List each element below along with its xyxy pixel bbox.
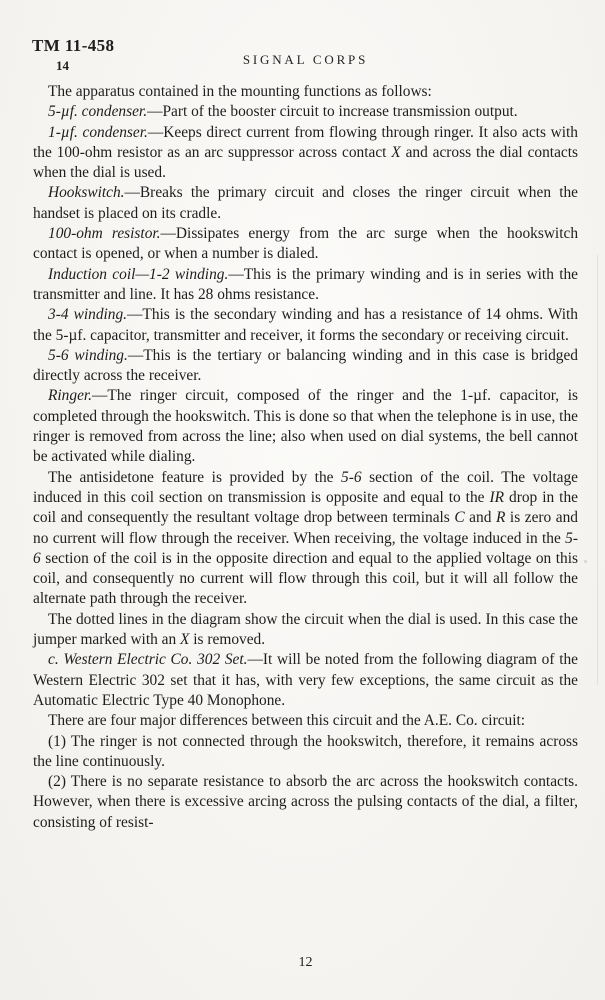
italic-text-segment: 100-ohm resistor. xyxy=(48,225,161,243)
text-segment: The antisidetone feature is provided by the xyxy=(48,468,342,486)
text-segment: section of the coil is in the opposite direction and equal to the applied voltage on this coil, and consequently no current will flow through this coil, but it will all follow the alternate path through the receiver. xyxy=(33,549,578,608)
text-segment: The dotted lines in the diagram show the circuit when the dial is used. In this case the jumper marked with an xyxy=(33,610,578,649)
paragraph xyxy=(33,386,578,467)
text-segment: —This is the tertiary or balancing winding and in this case is bridged directly across the receiver. xyxy=(33,346,579,385)
text-segment: drop in the coil and consequently the resultant voltage drop between terminals xyxy=(33,488,578,527)
paragraph xyxy=(33,265,578,306)
italic-text-segment: c. Western Electric Co. 302 Set. xyxy=(48,651,248,669)
paragraph xyxy=(33,102,578,122)
text-segment: —This is the primary winding and is in series with the transmitter and line. It has 28 ohms resistance. xyxy=(33,265,579,303)
text-segment: —It will be noted from the following diagram of the Western Electric 302 set that it has, with very few exceptions, the same circuit as the Automatic Electric Type 40 Monophone. xyxy=(33,651,578,709)
scan-smudge-artifact xyxy=(584,560,587,563)
text-segment: is zero and no current will flow through the receiver. When receiving, the voltage induced in the xyxy=(33,509,579,547)
paragraph xyxy=(33,82,578,102)
text-segment: The apparatus contained in the mounting functions as follows: xyxy=(48,83,432,100)
paragraph xyxy=(33,711,578,731)
paragraph xyxy=(33,610,578,651)
manual-number: TM 11-458 xyxy=(32,36,115,55)
paragraph xyxy=(33,650,578,711)
italic-text-segment: Induction coil—1-2 winding. xyxy=(48,265,229,283)
italic-text-segment: R xyxy=(495,509,506,527)
italic-text-segment: 5-6 xyxy=(33,529,578,567)
page-number: 12 xyxy=(298,955,313,970)
paragraph xyxy=(33,732,578,773)
text-segment: There are four major differences between this circuit and the A.E. Co. circuit: xyxy=(48,712,526,730)
paragraph xyxy=(33,123,578,184)
body-text xyxy=(33,82,578,833)
text-segment: —Dissipates energy from the arc surge when the hookswitch contact is opened, or when a number is dialed. xyxy=(33,225,579,263)
italic-text-segment: X xyxy=(391,143,401,161)
text-segment: —Keeps direct current from flowing through ringer. It also acts with the 100-ohm resistor as an arc suppressor across contact xyxy=(33,123,578,161)
paragraph xyxy=(33,346,578,387)
text-segment: —Breaks the primary circuit and closes the ringer circuit when the handset is placed on its cradle. xyxy=(33,184,578,222)
running-head: SIGNAL CORPS xyxy=(242,52,369,67)
italic-text-segment: Hookswitch. xyxy=(48,184,125,202)
text-segment: and across the dial contacts when the dial is used. xyxy=(33,143,578,182)
italic-text-segment: C xyxy=(454,509,465,527)
italic-text-segment: 3-4 winding. xyxy=(48,306,128,324)
text-segment: is removed. xyxy=(189,631,266,649)
italic-text-segment: Ringer. xyxy=(48,387,93,405)
paragraph xyxy=(33,224,578,265)
italic-text-segment: 5-µf. condenser. xyxy=(48,103,148,121)
italic-text-segment: IR xyxy=(489,488,505,506)
paragraph xyxy=(33,183,578,224)
italic-text-segment: 5-6 xyxy=(341,468,362,486)
text-segment: —The ringer circuit, composed of the ringer and the 1-µf. capacitor, is completed through the hookswitch. This is done so that when the telephone is in use, the ringer is removed from across the line; also when used on dial systems, the bell cannot be activated while dialing. xyxy=(33,387,578,466)
paragraph xyxy=(33,468,578,610)
text-segment: —Part of the booster circuit to increase transmission output. xyxy=(147,103,518,121)
italic-text-segment: 1-µf. condenser. xyxy=(48,123,148,141)
text-segment: section of the coil. The voltage induced in this coil section on transmission is opposite and equal to the xyxy=(33,468,578,506)
text-segment: —This is the secondary winding and has a resistance of 14 ohms. With the 5-µf. capacitor, transmitter and receiver, it forms the secondary or receiving circuit. xyxy=(33,306,578,344)
italic-text-segment: X xyxy=(180,631,190,649)
paragraph-ref-number: 14 xyxy=(56,58,69,73)
paragraph xyxy=(33,772,578,833)
text-segment: (2) There is no separate resistance to absorb the arc across the hookswitch contacts. However, when there is excessive arcing across the pulsing contacts of the dial, a filter, consisting of resist- xyxy=(33,773,578,831)
scan-edge-artifact xyxy=(597,255,598,685)
paragraph xyxy=(33,305,578,346)
text-segment: and xyxy=(464,509,496,527)
italic-text-segment: 5-6 winding. xyxy=(48,346,128,364)
text-segment: (1) The ringer is not connected through the hookswitch, therefore, it remains across the line continuously. xyxy=(33,732,578,770)
